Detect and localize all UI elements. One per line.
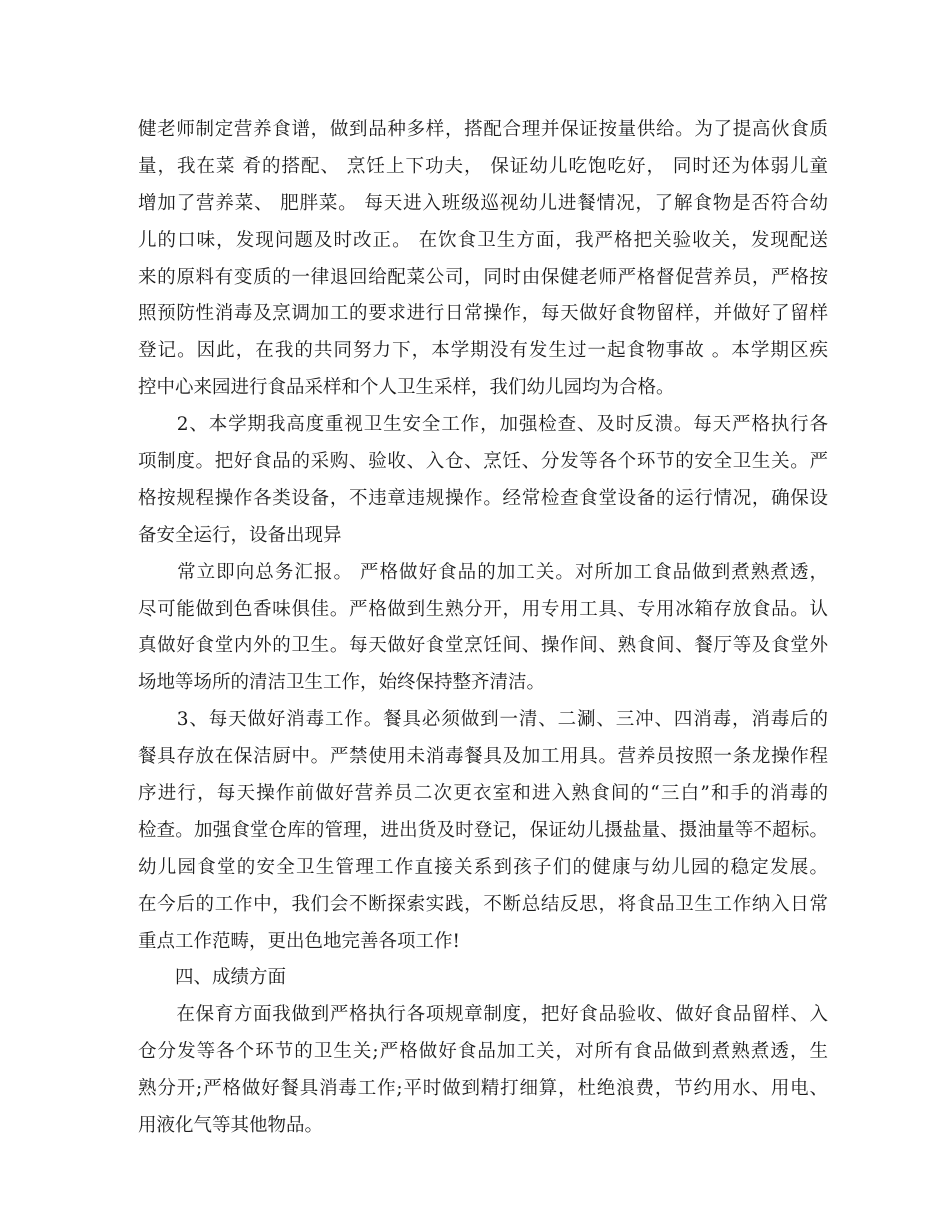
text-line: 熟分开;严格做好餐具消毒工作;平时做到精打细算，杜绝浪费，节约用水、用电、	[138, 1078, 828, 1100]
text-line: 四、成绩方面	[138, 967, 287, 989]
text-line: 儿的口味，发现问题及时改正。 在饮食卫生方面，我严格把关验收关，发现配送	[138, 229, 828, 251]
text-line: 健老师制定营养食谱，做到品种多样，搭配合理并保证按量供给。为了提高伙食质	[138, 119, 828, 140]
document-body	[138, 112, 828, 1145]
text-line: 尽可能做到色香味俱佳。严格做到生熟分开，用专用工具、专用冰箱存放食品。认	[138, 598, 828, 620]
text-line: 3、每天做好消毒工作。餐具必须做到一清、二涮、三冲、四消毒，消毒后的	[138, 709, 828, 731]
text-line: 备安全运行，设备出现异	[138, 524, 342, 546]
text-line: 在今后的工作中，我们会不断探索实践，不断总结反思，将食品卫生工作纳入日常	[138, 893, 828, 915]
text-line: 照预防性消毒及烹调加工的要求进行日常操作，每天做好食物留样，并做好了留样	[138, 303, 828, 325]
text-line: 重点工作范畴，更出色地完善各项工作!	[138, 930, 460, 952]
text-line: 真做好食堂内外的卫生。每天做好食堂烹饪间、操作间、熟食间、餐厅等及食堂外	[138, 635, 828, 657]
text-line: 登记。因此，在我的共同努力下，本学期没有发生过一起食物事故 。本学期区疾	[138, 340, 828, 362]
text-line: 格按规程操作各类设备，不违章违规操作。经常检查食堂设备的运行情况，确保设	[138, 487, 828, 509]
text-line: 控中心来园进行食品采样和个人卫生采样，我们幼儿园均为合格。	[138, 377, 675, 399]
text-line: 2、本学期我高度重视卫生安全工作，加强检查、及时反溃。每天严格执行各	[138, 414, 828, 436]
text-line: 项制度。把好食品的采购、验收、入仓、烹饪、分发等各个环节的安全卫生关。严	[138, 451, 828, 473]
text-line: 序进行，每天操作前做好营养员二次更衣室和进入熟食间的“三白”和手的消毒的	[138, 783, 828, 805]
text-line: 检查。加强食堂仓库的管理，进出货及时登记，保证幼儿摄盐量、摄油量等不超标。	[138, 819, 828, 841]
text-line: 来的原料有变质的一律退回给配菜公司，同时由保健老师严格督促营养员，严格按	[138, 266, 828, 288]
text-line: 仓分发等各个环节的卫生关;严格做好食品加工关，对所有食品做到煮熟煮透，生	[138, 1041, 828, 1063]
text-line: 幼儿园食堂的安全卫生管理工作直接关系到孩子们的健康与幼儿园的稳定发展。	[138, 856, 828, 878]
text-line: 场地等场所的清洁卫生工作，始终保持整齐清洁。	[138, 672, 546, 694]
text-line: 餐具存放在保洁厨中。严禁使用未消毒餐具及加工用具。营养员按照一条龙操作程	[138, 746, 828, 768]
text-line: 增加了营养菜、 肥胖菜。 每天进入班级巡视幼儿进餐情况，了解食物是否符合幼	[138, 192, 828, 214]
text-line: 在保育方面我做到严格执行各项规章制度，把好食品验收、做好食品留样、入	[138, 1004, 828, 1026]
text-line: 用液化气等其他物品。	[138, 1115, 324, 1137]
text-line: 常立即向总务汇报。 严格做好食品的加工关。对所加工食品做到煮熟煮透，	[138, 561, 828, 583]
text-line: 量，我在菜 肴的搭配、 烹饪上下功夫， 保证幼儿吃饱吃好， 同时还为体弱儿童	[138, 155, 828, 177]
